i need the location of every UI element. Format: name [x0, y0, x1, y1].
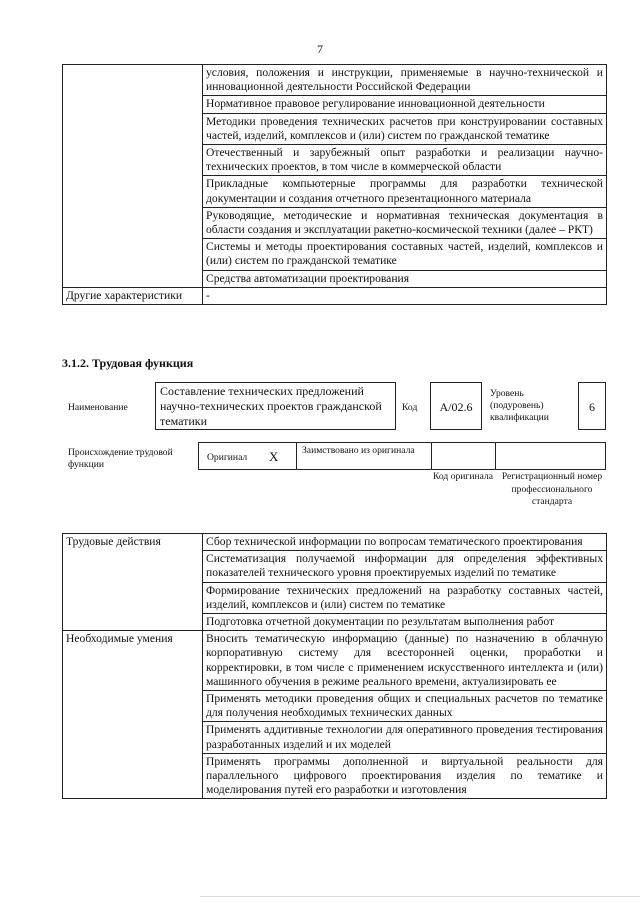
original-mark: X [269, 449, 279, 464]
skill-item: Применять методики проведения общих и специальных расчетов по тематике для получения необходимых технических данных [203, 691, 607, 722]
knowledge-item: Прикладные компьютерные программы для разработки технической документации и создания отчетного презентационного материала [203, 176, 607, 207]
level-label: Уровень (подуровень) квалификации [490, 388, 549, 423]
knowledge-label-cell [63, 65, 203, 288]
knowledge-item: Руководящие, методические и нормативная техническая документация в области создания и эксплуатации ракетно-космической техники (далее – РКТ) [203, 207, 607, 238]
name-label: Наименование [68, 402, 128, 413]
knowledge-item: Отечественный и зарубежный опыт разработки и реализации научно-технических проектов, в том числе в коммерческой области [203, 145, 607, 176]
knowledge-table [62, 64, 607, 305]
skill-item: Применять аддитивные технологии для оперативного проведения тестирования разработанных изделий и их моделей [203, 722, 607, 753]
knowledge-item: Нормативное правовое регулирование инновационной деятельности [203, 96, 607, 113]
skill-item: Применять программы дополненной и виртуальной реальности для параллельного цифрового проектирования изделия по тематике и моделирования путей его разработки и изготовления [203, 753, 607, 799]
knowledge-item: Средства автоматизации проектирования [203, 270, 607, 287]
borrowed-label: Заимствовано из оригинала [302, 445, 415, 456]
labor-action-item: Формирование технических предложений на разработку составных частей, изделий, комплексов и (или) систем по тематике [203, 582, 607, 613]
labor-action-item: Подготовка отчетной документации по результатам выполнения работ [203, 614, 607, 631]
labor-action-item: Систематизация получаемой информации для определения эффективных показателей технического уровня проектируемых изделий по тематике [203, 551, 607, 582]
function-code-box: А/02.6 [430, 382, 482, 430]
origin-divider [495, 443, 496, 469]
skills-label: Необходимые умения [63, 631, 203, 799]
knowledge-item: Методики проведения технических расчетов при конструировании составных частей, изделий, комплексов и (или) систем по гражданской тематике [203, 113, 607, 144]
code-original-note: Код оригинала [432, 471, 494, 482]
origin-divider [296, 443, 297, 469]
section-heading: 3.1.2. Трудовая функция [62, 356, 194, 370]
knowledge-item: условия, положения и инструкции, применяемые в научно-технической и инновационной деятельности Российской Федерации [203, 65, 607, 96]
other-characteristics-value: - [203, 287, 607, 304]
knowledge-item: Системы и методы проектирования составных частей, изделий, комплексов и (или) систем по гражданской тематике [203, 239, 607, 270]
function-table [62, 533, 607, 799]
labor-actions-label: Трудовые действия [63, 534, 203, 631]
page-number: 7 [317, 42, 323, 56]
original-label: Оригинал [207, 452, 248, 463]
code-label: Код [402, 402, 418, 413]
qualification-level-box: 6 [578, 382, 606, 430]
origin-divider [431, 443, 432, 469]
function-name-box: Составление технических предложений научно-технических проектов гражданской тематики [155, 382, 396, 430]
other-characteristics-label: Другие характеристики [63, 287, 203, 304]
origin-label: Происхождение трудовой функции [68, 447, 173, 470]
origin-box [198, 442, 606, 470]
skill-item: Вносить тематическую информацию (данные) по назначению в облачную корпоративную систему для всесторонней оценки, проработки и корректировки, в том числе с применением искусственного интеллекта и (или) машинного обучения в режиме реального времени, актуализировать ее [203, 631, 607, 691]
scan-edge-line [200, 896, 640, 897]
registration-number-note: Регистрационный номер профессионального стандарта [501, 471, 603, 507]
labor-action-item: Сбор технической информации по вопросам тематического проектирования [203, 534, 607, 551]
